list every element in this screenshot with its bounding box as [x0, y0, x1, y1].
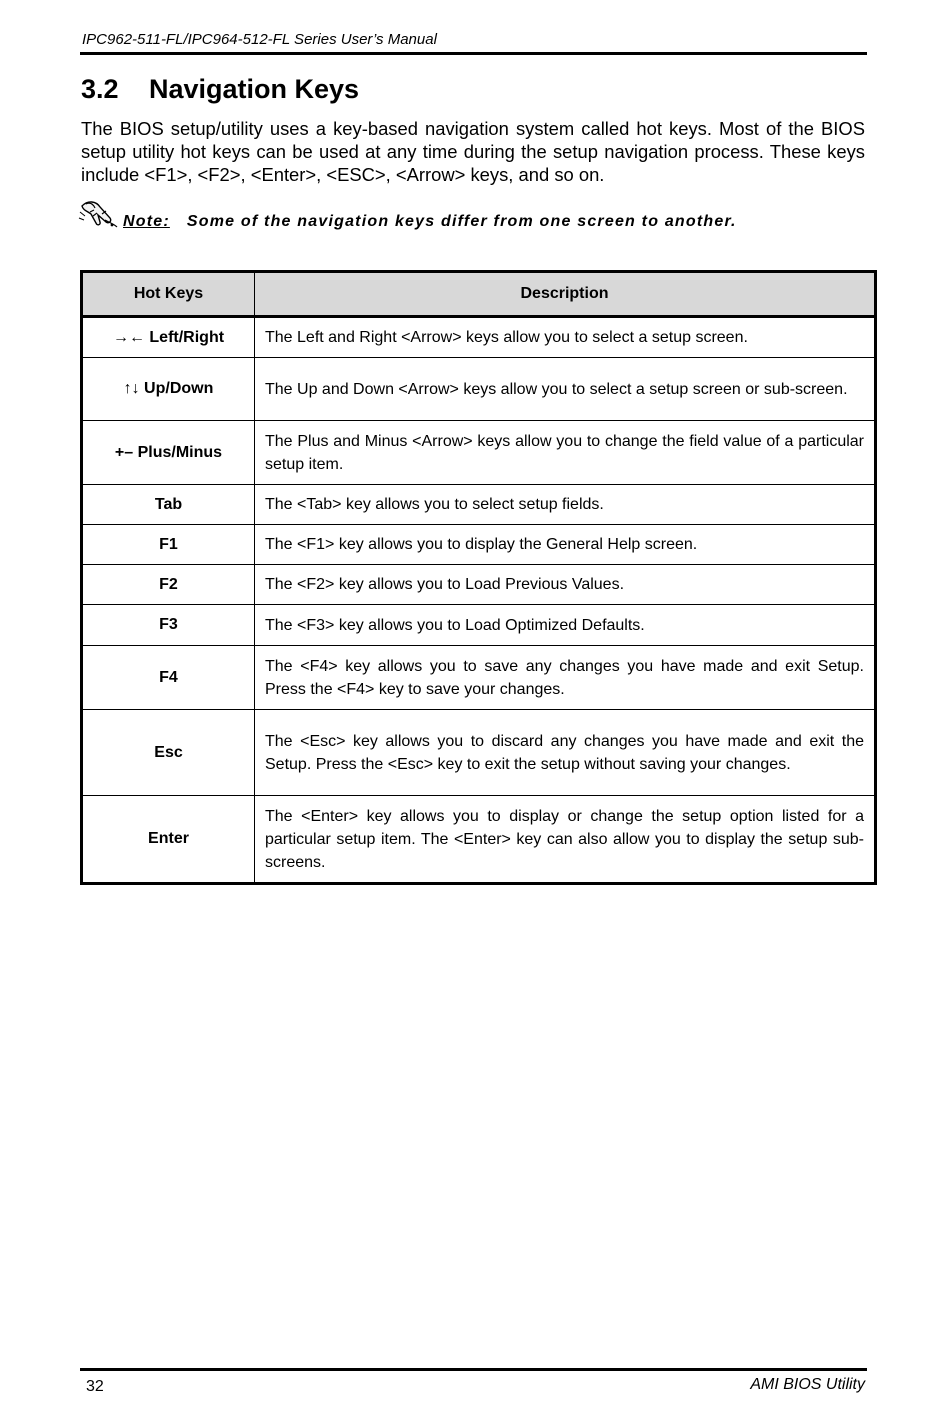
- hot-key-cell: Tab: [82, 485, 255, 525]
- note: [78, 198, 737, 230]
- description-cell: The Plus and Minus <Arrow> keys allow you to change the field value of a particular setup item.: [255, 421, 876, 485]
- hot-key-cell: F3: [82, 605, 255, 646]
- table-header-row: [82, 272, 876, 317]
- hot-key-cell: Enter: [82, 796, 255, 884]
- description-cell: The <Tab> key allows you to select setup fields.: [255, 485, 876, 525]
- description-cell: The Up and Down <Arrow> keys allow you to select a setup screen or sub-screen.: [255, 358, 876, 421]
- table-row: [82, 710, 876, 796]
- intro-paragraph: The BIOS setup/utility uses a key-based navigation system called hot keys. Most of the BIOS setup utility hot keys can be used at any time during the setup navigation process. These keys include <F1>, <F2>, <Enter>, <ESC>, <Arrow> keys, and so on.: [81, 118, 865, 185]
- description-cell: The <F1> key allows you to display the General Help screen.: [255, 525, 876, 565]
- note-hand-icon: [78, 198, 120, 230]
- table-row: [82, 358, 876, 421]
- table-row: [82, 525, 876, 565]
- note-label: Note:: [123, 213, 170, 230]
- hot-key-cell: Esc: [82, 710, 255, 796]
- hot-key-cell: →← Left/Right: [82, 317, 255, 358]
- description-cell: The <F4> key allows you to save any changes you have made and exit Setup. Press the <F4> key to save your changes.: [255, 646, 876, 710]
- description-cell: The Left and Right <Arrow> keys allow you to select a setup screen.: [255, 317, 876, 358]
- section-heading: [81, 74, 359, 105]
- hot-key-cell: F1: [82, 525, 255, 565]
- table-row: [82, 485, 876, 525]
- description-cell: The <Enter> key allows you to display or change the setup option listed for a particular setup item. The <Enter> key can also allow you to display the setup sub- screens.: [255, 796, 876, 884]
- table-row: [82, 421, 876, 485]
- description-cell: The <F2> key allows you to Load Previous Values.: [255, 565, 876, 605]
- section-title: Navigation Keys: [149, 74, 360, 104]
- hot-keys-table: [80, 270, 877, 885]
- hot-key-cell: F4: [82, 646, 255, 710]
- running-header: IPC962-511-FL/IPC964-512-FL Series User’s Manual: [82, 31, 437, 48]
- hot-key-cell: F2: [82, 565, 255, 605]
- table-row: [82, 646, 876, 710]
- hot-key-cell: +– Plus/Minus: [82, 421, 255, 485]
- header-rule: [80, 52, 867, 55]
- description-cell: The <F3> key allows you to Load Optimized Defaults.: [255, 605, 876, 646]
- table-row: [82, 605, 876, 646]
- hot-key-cell: ↑↓ Up/Down: [82, 358, 255, 421]
- note-text: Some of the navigation keys differ from one screen to another.: [186, 213, 737, 230]
- column-header-hot-keys: Hot Keys: [82, 272, 255, 317]
- description-cell: The <Esc> key allows you to discard any changes you have made and exit the Setup. Press the <Esc> key to exit the setup without saving your changes.: [255, 710, 876, 796]
- table-row: [82, 796, 876, 884]
- running-footer: AMI BIOS Utility: [750, 1376, 865, 1393]
- section-number: 3.2: [81, 74, 119, 104]
- table-row: [82, 565, 876, 605]
- footer-rule: [80, 1368, 867, 1371]
- table-row: [82, 317, 876, 358]
- page-number: 32: [86, 1378, 104, 1395]
- column-header-description: Description: [255, 272, 876, 317]
